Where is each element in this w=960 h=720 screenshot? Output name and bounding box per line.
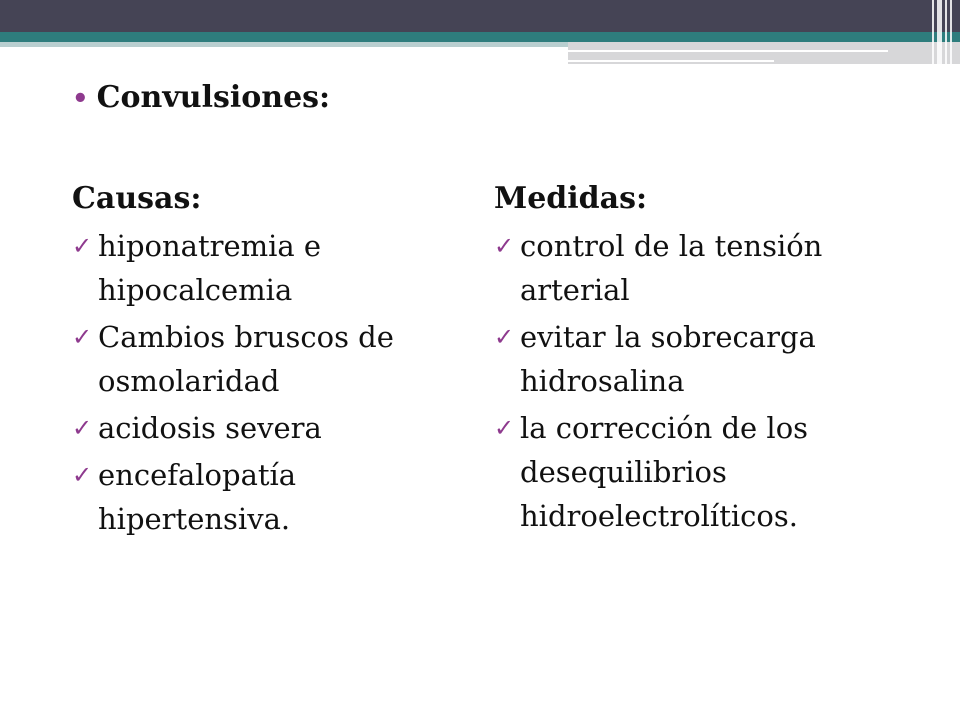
checkmark-icon: ✓: [72, 461, 93, 489]
checkmark-icon: ✓: [494, 232, 515, 260]
list-item: [72, 315, 452, 403]
checkmark-icon: ✓: [72, 232, 93, 260]
list-item-text: hiponatremia e hipocalcemia: [98, 229, 322, 307]
checkmark-icon: ✓: [72, 414, 93, 442]
causes-list: [72, 224, 452, 541]
bullet-dot-icon: •: [72, 84, 89, 114]
list-item-text: control de la tensión arterial: [520, 229, 823, 307]
measures-heading: Medidas:: [494, 181, 648, 216]
list-item: [72, 406, 452, 450]
list-item-text: acidosis severa: [98, 411, 322, 445]
checkmark-icon: ✓: [494, 414, 515, 442]
measures-column: [494, 178, 894, 541]
causes-heading: Causas:: [72, 181, 202, 216]
causes-column: [72, 178, 452, 544]
header-step-line: [568, 60, 774, 62]
list-item: [72, 224, 452, 312]
slide-title-text: Convulsiones:: [96, 80, 331, 115]
measures-list: [494, 224, 894, 538]
list-item: [494, 315, 894, 403]
checkmark-icon: ✓: [72, 323, 93, 351]
checkmark-icon: ✓: [494, 323, 515, 351]
list-item: [494, 406, 894, 538]
list-item-text: evitar la sobrecarga hidrosalina: [520, 320, 816, 398]
slide-title: [72, 78, 330, 119]
header-teal-shadow: [0, 42, 568, 47]
header-teal-band: [0, 32, 960, 42]
list-item-text: la corrección de los desequilibrios hidroelectrolíticos.: [520, 411, 809, 533]
list-item: [72, 453, 452, 541]
header-step-line: [568, 50, 888, 52]
header-vertical-bars: [932, 0, 952, 64]
header-dark-band: [0, 0, 960, 32]
list-item-text: Cambios bruscos de osmolaridad: [98, 320, 394, 398]
list-item: [494, 224, 894, 312]
list-item-text: encefalopatía hipertensiva.: [98, 458, 297, 536]
